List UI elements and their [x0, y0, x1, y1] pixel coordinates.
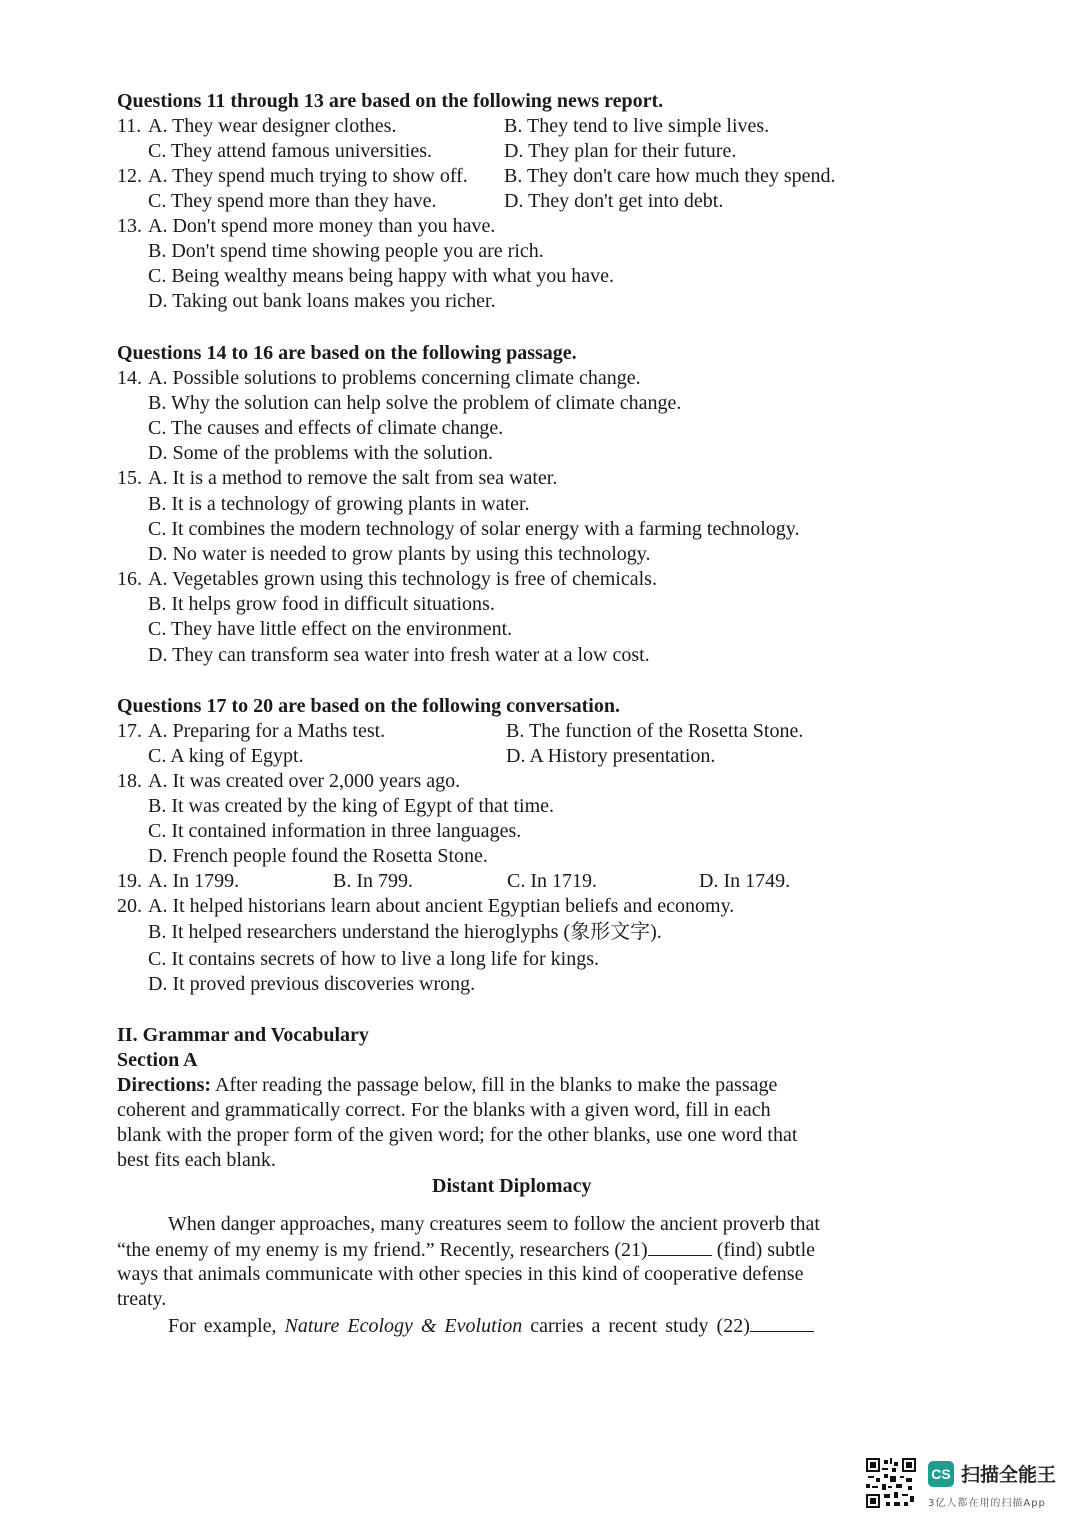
q11-option-d: D. They plan for their future. — [504, 140, 737, 162]
passage-title: Distant Diplomacy — [432, 1175, 592, 1197]
q18-number: 18. — [117, 770, 142, 792]
directions-label: Directions: — [117, 1074, 212, 1096]
q18-option-b: B. It was created by the king of Egypt of that time. — [148, 795, 555, 817]
q19-option-c: C. In 1719. — [507, 870, 597, 892]
q15-option-c: C. It combines the modern technology of solar energy with a farming technology. — [148, 518, 800, 540]
q13-option-b: B. Don't spend time showing people you are rich. — [148, 240, 544, 262]
q17-option-c: C. A king of Egypt. — [148, 745, 304, 767]
directions-line-1 — [117, 1073, 777, 1098]
q20-option-c: C. It contains secrets of how to live a long life for kings. — [148, 948, 600, 970]
q14-option-d: D. Some of the problems with the solution. — [148, 442, 493, 464]
q18-option-c: C. It contained information in three languages. — [148, 820, 522, 842]
q16-option-c: C. They have little effect on the environment. — [148, 618, 513, 640]
directions-line-4: best fits each blank. — [117, 1149, 276, 1171]
qr-code-icon — [866, 1458, 916, 1508]
q13-option-c: C. Being wealthy means being happy with what you have. — [148, 265, 615, 287]
q12-number: 12. — [117, 165, 142, 187]
q19-number: 19. — [117, 870, 142, 892]
app-name: 扫描全能王 — [961, 1464, 1057, 1486]
q12-option-a: A. They spend much trying to show off. — [148, 165, 468, 187]
q16-option-a: A. Vegetables grown using this technology is free of chemicals. — [148, 568, 657, 590]
q20-number: 20. — [117, 895, 142, 917]
passage-p1-line-1: When danger approaches, many creatures seem to follow the ancient proverb that — [168, 1213, 820, 1235]
q16-option-d: D. They can transform sea water into fresh water at a low cost. — [148, 644, 650, 666]
q17-number: 17. — [117, 720, 142, 742]
passage-p1-line-2 — [117, 1237, 815, 1263]
q19-option-b: B. In 799. — [333, 870, 413, 892]
passage-p1-line-4: treaty. — [117, 1288, 167, 1310]
q12-option-b: B. They don't care how much they spend. — [504, 165, 836, 187]
passage-p1-line-2-pre: “the enemy of my enemy is my friend.” Recently, researchers (21) — [117, 1239, 648, 1261]
blank-21[interactable] — [648, 1237, 712, 1256]
q14-number: 14. — [117, 367, 142, 389]
section-heading-q14-16: Questions 14 to 16 are based on the following passage. — [117, 342, 577, 364]
q11-option-c: C. They attend famous universities. — [148, 140, 433, 162]
q16-option-b: B. It helps grow food in difficult situations. — [148, 593, 495, 615]
directions-line-2: coherent and grammatically correct. For the blanks with a given word, fill in each — [117, 1099, 771, 1121]
q11-option-b: B. They tend to live simple lives. — [504, 115, 770, 137]
q19-option-d: D. In 1749. — [699, 870, 791, 892]
directions-line-3: blank with the proper form of the given word; for the other blanks, use one word that — [117, 1124, 798, 1146]
q15-option-b: B. It is a technology of growing plants in water. — [148, 493, 530, 515]
q11-option-a: A. They wear designer clothes. — [148, 115, 397, 137]
passage-p2-pre: For example, — [168, 1315, 285, 1337]
q13-number: 13. — [117, 215, 142, 237]
q17-option-a: A. Preparing for a Maths test. — [148, 720, 386, 742]
passage-p2-post: carries a recent study (22) — [522, 1315, 750, 1337]
app-tagline: 3亿人都在用的扫描App — [928, 1498, 1046, 1509]
blank-22[interactable] — [750, 1313, 814, 1332]
section-title: Section A — [117, 1049, 198, 1071]
q17-option-b: B. The function of the Rosetta Stone. — [506, 720, 804, 742]
section-heading-q11-13: Questions 11 through 13 are based on the following news report. — [117, 90, 664, 112]
q20-option-d: D. It proved previous discoveries wrong. — [148, 973, 476, 995]
journal-name: Nature Ecology & Evolution — [284, 1315, 523, 1337]
q20-option-a: A. It helped historians learn about ancient Egyptian beliefs and economy. — [148, 895, 735, 917]
q14-option-c: C. The causes and effects of climate change. — [148, 417, 504, 439]
passage-p2-line-1 — [168, 1313, 814, 1339]
q14-option-a: A. Possible solutions to problems concerning climate change. — [148, 367, 641, 389]
q19-option-a: A. In 1799. — [148, 870, 240, 892]
passage-p1-line-3: ways that animals communicate with other species in this kind of cooperative defense — [117, 1263, 804, 1285]
q13-option-a: A. Don't spend more money than you have. — [148, 215, 496, 237]
q15-option-d: D. No water is needed to grow plants by using this technology. — [148, 543, 651, 565]
q12-option-c: C. They spend more than they have. — [148, 190, 437, 212]
q11-number: 11. — [117, 115, 142, 137]
section-heading-q17-20: Questions 17 to 20 are based on the following conversation. — [117, 695, 620, 717]
q18-option-d: D. French people found the Rosetta Stone. — [148, 845, 488, 867]
camscanner-logo: CS — [928, 1461, 954, 1487]
q15-option-a: A. It is a method to remove the salt from sea water. — [148, 467, 558, 489]
part-title: II. Grammar and Vocabulary — [117, 1024, 369, 1046]
q18-option-a: A. It was created over 2,000 years ago. — [148, 770, 461, 792]
q13-option-d: D. Taking out bank loans makes you richer. — [148, 290, 496, 312]
q20-option-b: B. It helped researchers understand the hieroglyphs (象形文字). — [148, 921, 662, 943]
q17-option-d: D. A History presentation. — [506, 745, 716, 767]
q14-option-b: B. Why the solution can help solve the problem of climate change. — [148, 392, 682, 414]
directions-text-1: After reading the passage below, fill in the blanks to make the passage — [211, 1074, 778, 1096]
passage-p1-line-2-post: (find) subtle — [711, 1239, 816, 1261]
q15-number: 15. — [117, 467, 142, 489]
q12-option-d: D. They don't get into debt. — [504, 190, 724, 212]
q16-number: 16. — [117, 568, 142, 590]
